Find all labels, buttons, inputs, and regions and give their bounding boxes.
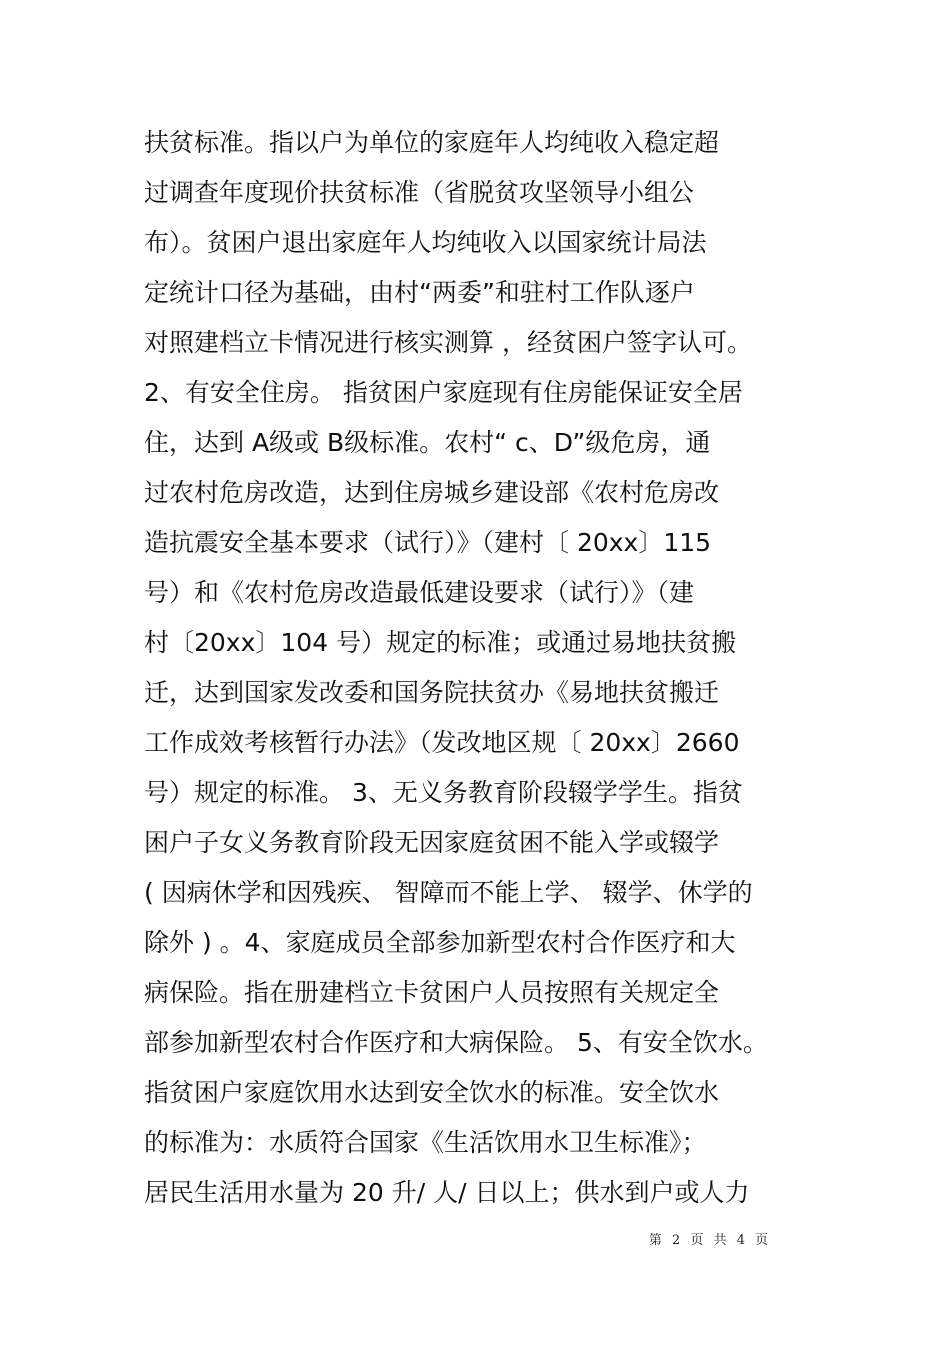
text-line: 对照建档立卡情况进行核实测算 ，经贫困户签字认可。 — [144, 328, 752, 357]
text-line: 居民生活用水量为 20 升/ 人/ 日以上；供水到户或人力 — [144, 1178, 750, 1207]
text-line: 部参加新型农村合作医疗和大病保险。 5、有安全饮水。 — [144, 1028, 768, 1057]
text-line: 过农村危房改造，达到住房城乡建设部《农村危房改 — [144, 478, 720, 507]
text-line: 扶贫标准。指以户为单位的家庭年人均纯收入稳定超 — [144, 128, 720, 157]
text-line: 除外 ) 。4、家庭成员全部参加新型农村合作医疗和大 — [144, 928, 736, 957]
body-text — [144, 118, 844, 1218]
text-line: 号）和《农村危房改造最低建设要求（试行）》（建 — [144, 578, 695, 607]
text-line: 工作成效考核暂行办法》（发改地区规〔 20xx〕2660 — [144, 728, 740, 757]
text-line: ( 因病休学和因残疾、 智障而不能上学、 辍学、休学的 — [144, 878, 753, 907]
text-line: 定统计口径为基础，由村“两委”和驻村工作队逐户 — [144, 278, 695, 307]
text-line: 号）规定的标准。 3、无义务教育阶段辍学学生。指贫 — [144, 778, 743, 807]
text-line: 迁，达到国家发改委和国务院扶贫办《易地扶贫搬迁 — [144, 678, 720, 707]
text-line: 布）。贫困户退出家庭年人均纯收入以国家统计局法 — [144, 228, 707, 257]
text-line: 困户子女义务教育阶段无因家庭贫困不能入学或辍学 — [144, 828, 720, 857]
text-line: 指贫困户家庭饮用水达到安全饮水的标准。安全饮水 — [144, 1078, 720, 1107]
text-line: 病保险。指在册建档立卡贫困户人员按照有关规定全 — [144, 978, 720, 1007]
text-line: 村〔20xx〕104 号）规定的标准；或通过易地扶贫搬 — [144, 628, 737, 657]
page-number-footer: 第 2 页 共 4 页 — [648, 1233, 772, 1248]
text-line: 造抗震安全基本要求（试行）》（建村〔 20xx〕115 — [144, 528, 712, 557]
text-line: 过调查年度现价扶贫标准（省脱贫攻坚领导小组公 — [144, 178, 695, 207]
text-line: 住，达到 A级或 B级标准。农村“ c、D”级危房，通 — [144, 428, 711, 457]
text-line: 2、有安全住房。 指贫困户家庭现有住房能保证安全居 — [144, 378, 743, 407]
text-line: 的标准为：水质符合国家《生活饮用水卫生标准》； — [144, 1128, 707, 1157]
